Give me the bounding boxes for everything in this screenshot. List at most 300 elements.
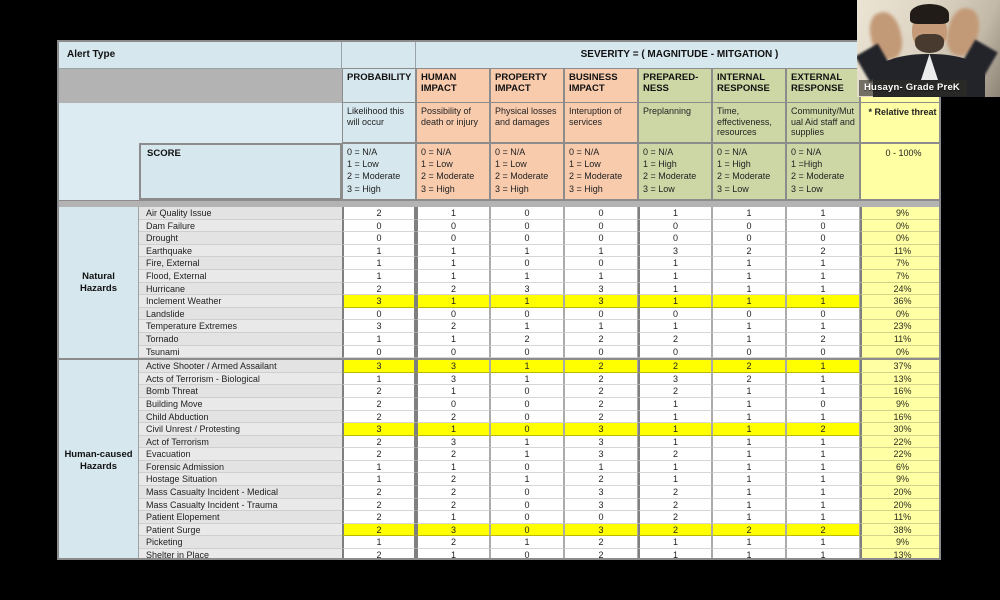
relative-threat-cell: 9%	[860, 473, 941, 486]
hazard-name-cell: Act of Terrorism	[139, 436, 342, 449]
table-row	[139, 385, 941, 398]
score-legend-line: 2 = Moderate	[717, 171, 771, 182]
score-cell-internal_response: 1	[712, 385, 786, 398]
score-cell-external_response: 1	[786, 536, 860, 549]
hazard-name-cell: Patient Elopement	[139, 511, 342, 524]
relative-threat-cell: 11%	[860, 245, 941, 258]
score-cell-business_impact: 2	[564, 536, 638, 549]
hazard-data-area	[59, 207, 939, 560]
score-cell-probability: 2	[342, 549, 416, 560]
relative-threat-cell: 13%	[860, 549, 941, 560]
score-cell-preparedness: 2	[638, 448, 712, 461]
relative-threat-cell: 30%	[860, 423, 941, 436]
table-row	[139, 461, 941, 474]
table-row	[139, 245, 941, 258]
score-cell-internal_response: 1	[712, 423, 786, 436]
column-description-human_impact: Possibility of death or injury	[416, 103, 490, 143]
hazard-name-cell: Flood, External	[139, 270, 342, 283]
score-cell-probability: 1	[342, 270, 416, 283]
score-cell-business_impact: 3	[564, 524, 638, 537]
score-cell-business_impact: 3	[564, 448, 638, 461]
table-row	[139, 360, 941, 373]
score-cell-business_impact: 2	[564, 385, 638, 398]
score-cell-business_impact: 2	[564, 411, 638, 424]
score-cell-preparedness: 1	[638, 320, 712, 333]
score-legend-line: 3 = Low	[791, 183, 823, 194]
column-description-external_response: Community/Mut ual Aid staff and supplies	[786, 103, 860, 143]
score-cell-external_response: 1	[786, 360, 860, 373]
score-cell-external_response: 1	[786, 283, 860, 296]
table-row	[139, 207, 941, 220]
score-cell-business_impact: 2	[564, 360, 638, 373]
hazard-name-cell: Earthquake	[139, 245, 342, 258]
relative-threat-cell: 24%	[860, 283, 941, 296]
score-cell-business_impact: 0	[564, 346, 638, 359]
score-legend-human_impact	[416, 143, 490, 200]
score-legend-line: 0 = N/A	[643, 147, 674, 157]
hazard-name-cell: Air Quality Issue	[139, 207, 342, 220]
score-cell-human_impact: 0	[416, 232, 490, 245]
score-legend-line: 3 = High	[421, 183, 455, 194]
score-cell-property_impact: 1	[490, 320, 564, 333]
score-legend-line: 0 = N/A	[717, 147, 748, 157]
hazard-name-cell: Acts of Terrorism - Biological	[139, 373, 342, 386]
column-header-internal_response: INTERNAL RESPONSE	[712, 68, 786, 103]
score-cell-preparedness: 0	[638, 308, 712, 321]
score-cell-external_response: 0	[786, 346, 860, 359]
score-cell-property_impact: 0	[490, 385, 564, 398]
score-cell-internal_response: 1	[712, 398, 786, 411]
score-cell-human_impact: 0	[416, 398, 490, 411]
score-cell-human_impact: 2	[416, 499, 490, 512]
score-cell-probability: 2	[342, 436, 416, 449]
score-cell-probability: 2	[342, 385, 416, 398]
table-row	[139, 320, 941, 333]
relative-threat-cell: 11%	[860, 511, 941, 524]
score-legend-line: 3 = High	[347, 183, 381, 194]
score-cell-business_impact: 0	[564, 511, 638, 524]
relative-threat-cell: 38%	[860, 524, 941, 537]
score-cell-internal_response: 1	[712, 436, 786, 449]
score-cell-business_impact: 2	[564, 373, 638, 386]
table-row	[139, 524, 941, 537]
score-cell-preparedness: 0	[638, 220, 712, 233]
score-legend-business_impact	[564, 143, 638, 200]
score-cell-business_impact: 0	[564, 207, 638, 220]
score-legend-line: 3 = High	[495, 183, 529, 194]
score-cell-property_impact: 0	[490, 257, 564, 270]
score-cell-property_impact: 0	[490, 549, 564, 560]
score-cell-probability: 0	[342, 232, 416, 245]
score-cell-human_impact: 1	[416, 549, 490, 560]
score-cell-business_impact: 2	[564, 398, 638, 411]
score-cell-human_impact: 1	[416, 333, 490, 346]
score-cell-business_impact: 3	[564, 436, 638, 449]
score-cell-external_response: 0	[786, 308, 860, 321]
table-row	[139, 486, 941, 499]
score-cell-property_impact: 1	[490, 270, 564, 283]
table-row	[139, 283, 941, 296]
score-cell-preparedness: 3	[638, 245, 712, 258]
score-legend-line: 0 = N/A	[495, 147, 526, 157]
participant-hair	[910, 4, 949, 24]
hazard-name-cell: Evacuation	[139, 448, 342, 461]
score-cell-human_impact: 1	[416, 461, 490, 474]
score-cell-human_impact: 1	[416, 245, 490, 258]
score-cell-business_impact: 3	[564, 295, 638, 308]
column-header-property_impact: PROPERTY IMPACT	[490, 68, 564, 103]
score-legend-line: 0 = N/A	[347, 147, 378, 157]
score-cell-internal_response: 1	[712, 486, 786, 499]
score-cell-human_impact: 0	[416, 308, 490, 321]
score-cell-preparedness: 0	[638, 232, 712, 245]
score-cell-internal_response: 2	[712, 245, 786, 258]
score-cell-human_impact: 1	[416, 385, 490, 398]
table-row	[139, 346, 941, 359]
table-row	[139, 257, 941, 270]
score-cell-external_response: 1	[786, 257, 860, 270]
score-cell-business_impact: 2	[564, 473, 638, 486]
relative-threat-cell: 9%	[860, 207, 941, 220]
hazard-name-cell: Picketing	[139, 536, 342, 549]
score-legend-line: 1 =High	[791, 159, 823, 170]
score-cell-external_response: 1	[786, 436, 860, 449]
score-cell-internal_response: 1	[712, 295, 786, 308]
score-cell-internal_response: 1	[712, 473, 786, 486]
table-row	[139, 423, 941, 436]
score-cell-preparedness: 2	[638, 499, 712, 512]
score-cell-probability: 2	[342, 486, 416, 499]
table-row	[139, 270, 941, 283]
description-spacer-cell	[59, 103, 342, 143]
score-cell-external_response: 1	[786, 320, 860, 333]
score-cell-internal_response: 1	[712, 411, 786, 424]
score-cell-internal_response: 1	[712, 320, 786, 333]
score-cell-preparedness: 2	[638, 486, 712, 499]
hazard-name-cell: Patient Surge	[139, 524, 342, 537]
score-cell-internal_response: 0	[712, 346, 786, 359]
score-cell-preparedness: 3	[638, 373, 712, 386]
score-legend-line: 2 = Moderate	[495, 171, 549, 182]
score-cell-external_response: 1	[786, 207, 860, 220]
score-cell-internal_response: 1	[712, 461, 786, 474]
score-cell-business_impact: 0	[564, 232, 638, 245]
hazard-group-label: Human-caused Hazards	[59, 360, 139, 560]
score-cell-internal_response: 1	[712, 270, 786, 283]
score-cell-property_impact: 0	[490, 207, 564, 220]
score-cell-property_impact: 0	[490, 398, 564, 411]
score-cell-internal_response: 1	[712, 511, 786, 524]
score-cell-external_response: 1	[786, 373, 860, 386]
relative-threat-cell: 0%	[860, 346, 941, 359]
score-cell-probability: 1	[342, 333, 416, 346]
score-cell-external_response: 1	[786, 473, 860, 486]
score-legend-line: 1 = Low	[569, 159, 601, 170]
score-cell-business_impact: 2	[564, 549, 638, 560]
score-cell-human_impact: 1	[416, 257, 490, 270]
hazard-name-cell: Landslide	[139, 308, 342, 321]
relative-threat-cell: 16%	[860, 385, 941, 398]
score-cell-property_impact: 0	[490, 486, 564, 499]
score-legend-line: 2 = Moderate	[421, 171, 475, 182]
score-cell-external_response: 1	[786, 511, 860, 524]
score-cell-preparedness: 2	[638, 524, 712, 537]
hazard-name-cell: Fire, External	[139, 257, 342, 270]
hazard-name-cell: Civil Unrest / Protesting	[139, 423, 342, 436]
score-cell-probability: 3	[342, 320, 416, 333]
score-cell-probability: 2	[342, 524, 416, 537]
participant-video-tile[interactable]	[857, 0, 1000, 97]
score-cell-business_impact: 3	[564, 283, 638, 296]
hazard-name-cell: Hostage Situation	[139, 473, 342, 486]
score-cell-property_impact: 1	[490, 448, 564, 461]
score-cell-probability: 2	[342, 499, 416, 512]
hazard-name-cell: Forensic Admission	[139, 461, 342, 474]
score-range-relative-threat: 0 - 100%	[860, 143, 941, 200]
score-cell-human_impact: 1	[416, 423, 490, 436]
score-cell-human_impact: 2	[416, 448, 490, 461]
score-legend-line: 1 = Low	[495, 159, 527, 170]
score-cell-internal_response: 0	[712, 232, 786, 245]
score-cell-human_impact: 0	[416, 220, 490, 233]
hazard-name-cell: Tornado	[139, 333, 342, 346]
score-cell-preparedness: 1	[638, 436, 712, 449]
score-cell-human_impact: 3	[416, 524, 490, 537]
hazard-name-cell: Tsunami	[139, 346, 342, 359]
relative-threat-cell: 22%	[860, 436, 941, 449]
participant-beard	[915, 34, 944, 53]
score-cell-business_impact: 0	[564, 220, 638, 233]
score-cell-preparedness: 2	[638, 333, 712, 346]
score-cell-preparedness: 1	[638, 423, 712, 436]
hazard-name-cell: Shelter in Place	[139, 549, 342, 560]
table-row	[139, 333, 941, 346]
score-cell-property_impact: 0	[490, 423, 564, 436]
score-cell-external_response: 1	[786, 499, 860, 512]
relative-threat-cell: 37%	[860, 360, 941, 373]
score-cell-human_impact: 2	[416, 411, 490, 424]
score-cell-probability: 0	[342, 308, 416, 321]
score-cell-preparedness: 1	[638, 270, 712, 283]
column-description-property_impact: Physical losses and damages	[490, 103, 564, 143]
score-legend-line: 3 = High	[569, 183, 603, 194]
score-legend-line: 3 = Low	[643, 183, 675, 194]
table-row	[139, 436, 941, 449]
hazard-name-cell: Building Move	[139, 398, 342, 411]
column-header-preparedness: PREPARED-NESS	[638, 68, 712, 103]
table-row	[139, 411, 941, 424]
score-cell-business_impact: 1	[564, 320, 638, 333]
column-description-internal_response: Time, effectiveness, resources	[712, 103, 786, 143]
table-row	[139, 295, 941, 308]
relative-threat-cell: 9%	[860, 536, 941, 549]
relative-threat-cell: 9%	[860, 398, 941, 411]
score-cell-property_impact: 0	[490, 499, 564, 512]
score-cell-probability: 2	[342, 411, 416, 424]
score-cell-internal_response: 1	[712, 549, 786, 560]
hazard-name-cell: Dam Failure	[139, 220, 342, 233]
score-legend-line: 2 = Moderate	[643, 171, 697, 182]
score-cell-external_response: 1	[786, 385, 860, 398]
score-legend-line: 2 = Moderate	[569, 171, 623, 182]
score-cell-internal_response: 1	[712, 333, 786, 346]
score-cell-property_impact: 3	[490, 283, 564, 296]
column-description-probability: Likelihood this will occur	[342, 103, 416, 143]
score-cell-internal_response: 0	[712, 308, 786, 321]
score-cell-probability: 2	[342, 207, 416, 220]
hazard-group-human-caused	[59, 358, 939, 560]
score-cell-internal_response: 2	[712, 360, 786, 373]
score-cell-probability: 1	[342, 461, 416, 474]
score-cell-business_impact: 3	[564, 499, 638, 512]
relative-threat-cell: 16%	[860, 411, 941, 424]
relative-threat-cell: 0%	[860, 232, 941, 245]
score-cell-probability: 1	[342, 473, 416, 486]
alert-type-gray-bar	[59, 68, 342, 103]
header-row-title	[59, 42, 939, 68]
score-cell-business_impact: 1	[564, 270, 638, 283]
score-cell-property_impact: 0	[490, 461, 564, 474]
score-cell-probability: 2	[342, 283, 416, 296]
hazard-group-natural	[59, 207, 939, 358]
score-cell-preparedness: 2	[638, 360, 712, 373]
score-cell-human_impact: 3	[416, 436, 490, 449]
score-cell-probability: 3	[342, 360, 416, 373]
score-cell-human_impact: 0	[416, 346, 490, 359]
relative-threat-cell: 7%	[860, 257, 941, 270]
score-cell-property_impact: 1	[490, 436, 564, 449]
score-cell-human_impact: 2	[416, 473, 490, 486]
table-row	[139, 308, 941, 321]
header-row-columns	[59, 68, 939, 103]
score-cell-preparedness: 1	[638, 398, 712, 411]
score-legend-line: 0 = N/A	[421, 147, 452, 157]
hazard-name-cell: Mass Casualty Incident - Medical	[139, 486, 342, 499]
hva-spreadsheet	[57, 40, 941, 560]
column-description-business_impact: Interuption of services	[564, 103, 638, 143]
score-legend-preparedness	[638, 143, 712, 200]
score-cell-external_response: 0	[786, 398, 860, 411]
score-legend-line: 0 = N/A	[569, 147, 600, 157]
score-legend-line: 0 = N/A	[791, 147, 822, 157]
score-cell-probability: 3	[342, 423, 416, 436]
relative-threat-cell: 7%	[860, 270, 941, 283]
column-description-preparedness: Preplanning	[638, 103, 712, 143]
table-row	[139, 499, 941, 512]
column-header-business_impact: BUSINESS IMPACT	[564, 68, 638, 103]
score-cell-internal_response: 0	[712, 220, 786, 233]
relative-threat-cell: 6%	[860, 461, 941, 474]
table-row	[139, 549, 941, 560]
score-cell-external_response: 0	[786, 220, 860, 233]
score-cell-preparedness: 2	[638, 385, 712, 398]
score-cell-human_impact: 3	[416, 373, 490, 386]
score-cell-human_impact: 3	[416, 360, 490, 373]
score-cell-property_impact: 0	[490, 346, 564, 359]
score-cell-external_response: 1	[786, 461, 860, 474]
score-cell-property_impact: 0	[490, 220, 564, 233]
score-cell-human_impact: 2	[416, 283, 490, 296]
score-cell-external_response: 1	[786, 270, 860, 283]
probability-spacer-cell	[342, 42, 416, 68]
score-cell-business_impact: 3	[564, 486, 638, 499]
score-cell-property_impact: 1	[490, 373, 564, 386]
table-row	[139, 373, 941, 386]
score-cell-internal_response: 1	[712, 499, 786, 512]
score-cell-property_impact: 1	[490, 536, 564, 549]
hazard-rows	[139, 360, 941, 560]
score-cell-external_response: 1	[786, 486, 860, 499]
column-header-human_impact: HUMAN IMPACT	[416, 68, 490, 103]
score-cell-property_impact: 0	[490, 411, 564, 424]
score-cell-business_impact: 3	[564, 423, 638, 436]
score-cell-external_response: 1	[786, 411, 860, 424]
score-cell-preparedness: 1	[638, 536, 712, 549]
score-cell-external_response: 1	[786, 549, 860, 560]
hazard-name-cell: Active Shooter / Armed Assailant	[139, 360, 342, 373]
score-cell-preparedness: 1	[638, 549, 712, 560]
score-legend-line: 3 = Low	[717, 183, 749, 194]
hazard-name-cell: Inclement Weather	[139, 295, 342, 308]
column-header-probability: PROBABILITY	[342, 68, 416, 103]
relative-threat-cell: 20%	[860, 486, 941, 499]
score-legend-property_impact	[490, 143, 564, 200]
score-cell-preparedness: 1	[638, 295, 712, 308]
relative-threat-cell: 20%	[860, 499, 941, 512]
score-cell-human_impact: 1	[416, 511, 490, 524]
score-label-cell: SCORE	[139, 143, 342, 200]
header-row-score	[59, 143, 939, 200]
score-cell-human_impact: 2	[416, 536, 490, 549]
score-cell-probability: 1	[342, 373, 416, 386]
score-legend-line: 1 = Low	[347, 159, 379, 170]
hazard-name-cell: Bomb Threat	[139, 385, 342, 398]
score-cell-preparedness: 2	[638, 511, 712, 524]
score-cell-external_response: 1	[786, 295, 860, 308]
score-legend-line: 1 = Low	[421, 159, 453, 170]
score-cell-preparedness: 1	[638, 207, 712, 220]
alert-type-header: Alert Type	[59, 42, 342, 68]
score-cell-property_impact: 0	[490, 232, 564, 245]
score-cell-probability: 0	[342, 346, 416, 359]
score-spacer-cell	[59, 143, 139, 200]
score-cell-preparedness: 1	[638, 411, 712, 424]
score-legend-probability	[342, 143, 416, 200]
score-cell-property_impact: 0	[490, 511, 564, 524]
score-cell-business_impact: 0	[564, 257, 638, 270]
score-cell-property_impact: 1	[490, 360, 564, 373]
score-cell-external_response: 2	[786, 333, 860, 346]
score-cell-internal_response: 1	[712, 207, 786, 220]
score-legend-internal_response	[712, 143, 786, 200]
score-data-separator	[59, 200, 939, 207]
table-row	[139, 536, 941, 549]
score-cell-business_impact: 0	[564, 308, 638, 321]
score-cell-preparedness: 1	[638, 461, 712, 474]
relative-threat-cell: 36%	[860, 295, 941, 308]
table-row	[139, 448, 941, 461]
score-cell-external_response: 0	[786, 232, 860, 245]
hazard-name-cell: Temperature Extremes	[139, 320, 342, 333]
score-cell-probability: 2	[342, 448, 416, 461]
score-cell-property_impact: 2	[490, 333, 564, 346]
score-cell-internal_response: 1	[712, 283, 786, 296]
score-cell-internal_response: 1	[712, 448, 786, 461]
score-cell-preparedness: 1	[638, 283, 712, 296]
column-description-relative-threat: * Relative threat	[860, 103, 941, 143]
score-cell-internal_response: 1	[712, 257, 786, 270]
hazard-group-label: Natural Hazards	[59, 207, 139, 358]
